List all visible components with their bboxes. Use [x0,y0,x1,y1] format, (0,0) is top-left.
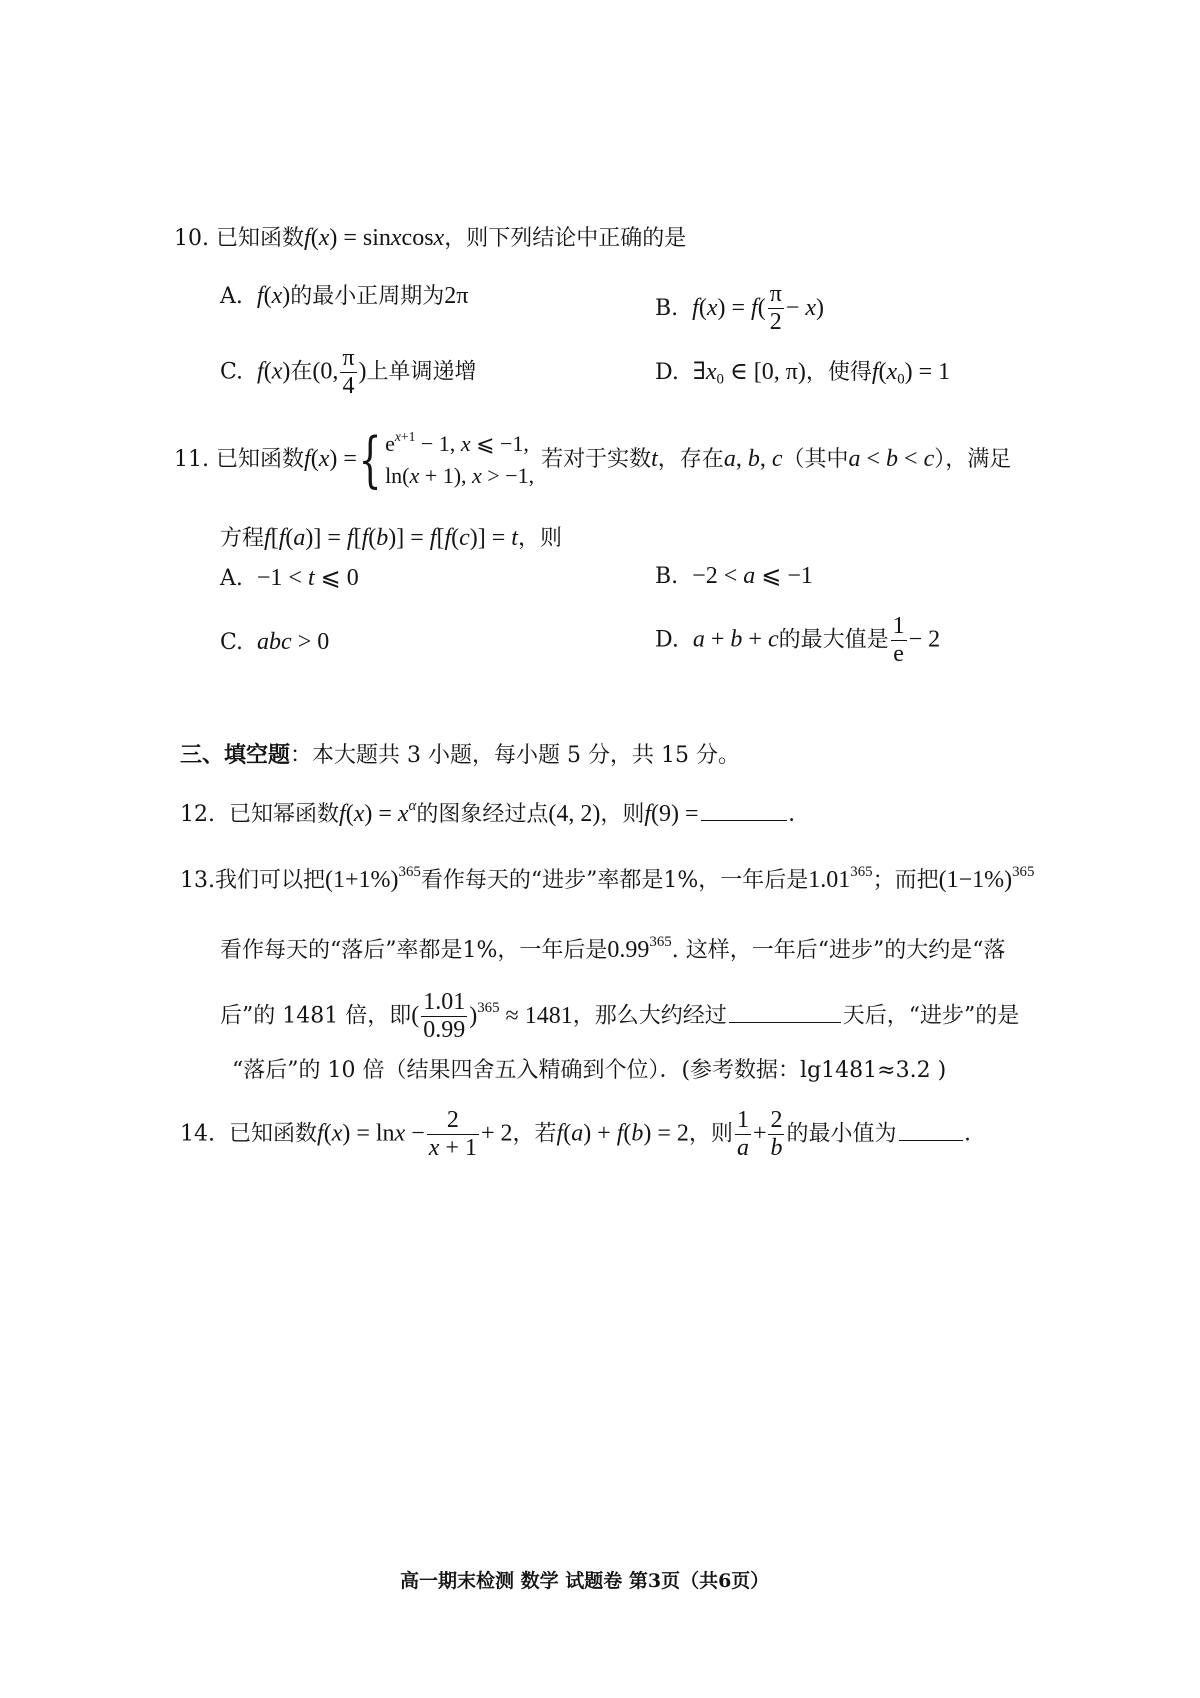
q10-option-c [220,346,477,399]
q14-period: . [964,1120,971,1147]
q10-b-label: B. [655,295,679,321]
q10-c-formula: f(x) [257,358,291,385]
q11-option-b [655,562,813,591]
page-footer [400,1570,769,1593]
q14-fraction: $\frac{2}{x + 1}$ [428,1107,477,1162]
q10-stem-end: ，则下列结论中正确的是 [444,226,687,251]
q10-d-formula: $\exists x_0$ ∈ [0, π) [692,359,806,388]
q13-l2-a: 看作每天的“落后”率都是1%，一年后是 [220,938,608,963]
q11-order: a < b < c [848,446,935,473]
q12-stem-mid: 的图象经过点 [416,802,549,827]
q11-formula-f: f(x) = [304,446,357,473]
q10-option-d [655,358,950,387]
q13-l4: “落后”的 10 倍（结果四舍五入精确到个位）．(参考数据：lg1481≈3.2 ) [232,1058,947,1083]
q14-plus: + [752,1120,767,1147]
q11-stem-text: 已知函数 [216,446,305,472]
q11-option-d [655,614,940,667]
q14-stem-end: 的最小值为 [786,1121,897,1147]
q12-target: f(9) = [644,801,699,827]
q11-stem-mid: 若对于实数 [541,446,652,472]
section3-desc: ：本大题共 3 小题，每小题 5 分，共 15 分。 [290,743,740,768]
q11-c-label: C. [220,630,244,655]
q11-case-2: ln(x + 1), x > −1, [385,462,535,488]
q13-ratio-close: )$^{365}$ ≈ 1481 [469,999,573,1029]
q10-number: 10. [174,226,209,251]
q11-c-formula: abc > 0 [257,629,330,655]
q11-paren-open: （其中 [782,446,849,472]
q11-paren-close: ），满足 [934,446,1012,472]
q13-l1-b: 看作每天的“进步”率都是1%，一年后是 [420,868,809,893]
q13-value-regress: 0.99$^{365}$ [607,933,672,963]
q13-l1-a: 我们可以把 [215,868,326,893]
q13-line4 [232,1058,946,1084]
q11-b-label: B. [655,564,679,589]
q11-line2-start: 方程 [220,526,265,551]
q13-line3 [220,990,1019,1043]
q10-stem [174,224,686,253]
q14-stem-text: 已知函数 [229,1121,318,1147]
q10-c-mid: 在 [290,359,313,385]
q14-answer-blank[interactable] [899,1139,963,1141]
q11-a-formula: −1 < t ⩽ 0 [256,565,359,591]
q11-option-c [220,628,329,657]
section3-title: 三、填空题 [180,742,291,768]
q10-formula: f(x) = sinxcosx [304,225,445,251]
q11-d-formula-end: − 2 [908,626,941,653]
q11-d-formula: a + b + c [692,626,779,653]
q10-stem-text: 已知函数 [216,226,305,251]
q12-stem [180,797,795,829]
q11-var-t: t [651,446,658,473]
q13-l3-b: ，那么大约经过 [572,1003,727,1029]
q14-condition: f(a) + f(b) = 2 [556,1120,689,1147]
q14-stem-mid: ，若 [512,1121,557,1147]
q10-c-interval: (0, [312,358,339,385]
q12-period: . [788,801,795,827]
q10-b-fraction: $\frac{\pi}{2}$ [769,281,782,336]
q11-option-a [220,564,359,593]
q10-c-interval-end: ) [358,358,367,385]
q13-value-progress: 1.01$^{365}$ [808,863,873,893]
q11-number: 11. [174,446,209,472]
q11-stem [174,424,1012,495]
q11-brace: { [358,424,382,495]
q12-number: 12. [180,802,215,827]
q14-frac-2: $\frac{2}{b}$ [770,1107,783,1162]
q12-stem-end: ，则 [600,802,645,827]
q11-piecewise [385,428,534,492]
q12-point: (4, 2) [548,801,601,827]
q14-number: 14. [180,1121,215,1147]
q14-formula-end: + 2 [480,1120,513,1147]
q11-d-fraction: $\frac{1}{e}$ [892,613,905,668]
q10-a-value: 2π [444,283,469,309]
q10-option-a [220,282,468,311]
q10-a-text: 的最小正周期为 [290,284,445,309]
q13-formula-progress: $(1+1\%)^{365}$ [325,863,421,893]
q13-l3-a: 后”的 1481 倍，即 [220,1003,412,1029]
q13-answer-blank[interactable] [729,1021,841,1023]
q13-l1-c: ；而把 [872,868,939,893]
q11-d-text: 的最大值是 [778,627,889,653]
q12-answer-blank[interactable] [701,819,787,821]
q14-frac-1: $\frac{1}{a}$ [736,1107,749,1162]
q10-d-label: D. [655,360,679,385]
q10-c-text: 上单调递增 [366,359,477,385]
q11-b-formula: −2 < a ⩽ −1 [692,563,813,589]
q14-formula: f(x) = lnx − [317,1120,425,1147]
q13-l2-b: . 这样，一年后“进步”的大约是“落 [671,938,1006,963]
q12-stem-text: 已知幂函数 [229,802,340,827]
q11-stem-exist: ，存在 [657,446,724,472]
q13-l3-c: 天后，“进步”的是 [842,1003,1020,1029]
q13-line1 [180,863,1035,895]
q10-a-label: A. [220,284,243,309]
q10-b-formula: f(x) = f( [692,294,766,321]
q12-formula: $f(x) = x^\alpha$ [339,797,417,827]
q11-line2 [220,524,562,553]
q10-option-b [655,266,825,336]
q13-line2 [220,933,1006,965]
section3-heading [180,742,740,769]
q11-a-label: A. [220,566,243,591]
q11-d-label: D. [655,627,679,653]
q10-d-mid: ，使得 [805,360,872,385]
q11-vars: a, b, c [723,446,783,473]
q10-c-fraction: $\frac{\pi}{4}$ [342,345,355,400]
q13-formula-regress: $(1-1\%)^{365}$ [938,863,1035,893]
q11-case-1: $e^{x+1} - 1$, x ⩽ −1, [385,428,529,456]
q10-b-formula-end: − x) [785,294,825,321]
q10-d-formula-end: $f(x_0) = 1$ [871,359,951,388]
footer-text: 高一期末检测 数学 试题卷 第3页（共6页） [400,1570,770,1592]
q11-equation: f[f(a)] = f[f(b)] = f[f(c)] = t [264,525,518,551]
q13-ratio-open: ( [411,1002,420,1029]
q11-stem-row [174,424,1012,495]
q13-number: 13. [180,868,215,893]
q11-line2-end: ，则 [517,526,562,551]
q10-a-formula: f(x) [256,283,291,309]
q13-ratio-fraction: $\frac{1.01}{0.99}$ [423,989,466,1044]
q10-c-label: C. [220,359,244,385]
q14-stem [180,1108,971,1161]
q14-stem-then: ，则 [688,1121,733,1147]
